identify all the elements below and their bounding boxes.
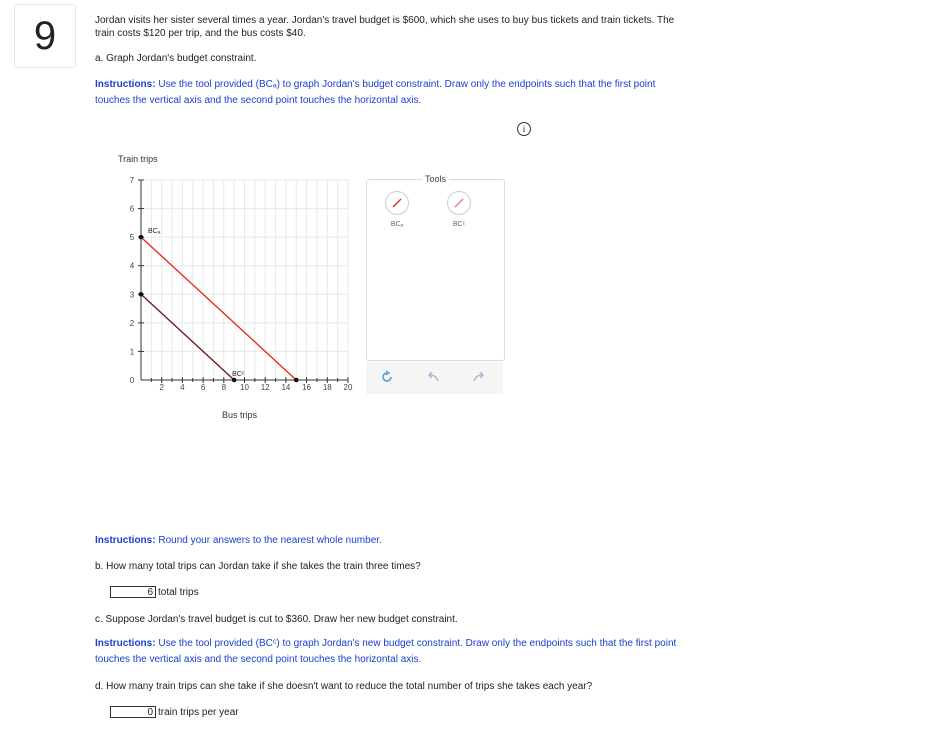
y-tick-label: 1 (129, 347, 135, 357)
graph-toolbar (366, 362, 503, 394)
x-tick-label: 18 (322, 383, 332, 392)
x-tick-label: 20 (343, 383, 353, 392)
y-tick-label: 5 (129, 233, 135, 243)
answer-b-input[interactable]: 6 (110, 586, 156, 598)
part-c-prompt: c. Suppose Jordan's travel budget is cut to $360. Draw her new budget constraint. (95, 614, 458, 625)
y-tick-label: 6 (129, 204, 135, 214)
instructions-c-text: Use the tool provided (BCᶜ) to graph Jordan's new budget constraint. Draw only the endpoints such that the first point (158, 638, 677, 649)
endpoint-1[interactable] (139, 292, 144, 297)
budget-line-1[interactable] (141, 294, 234, 380)
y-axis-label: Train trips (118, 154, 158, 164)
info-icon[interactable]: i (517, 122, 531, 136)
instructions-label: Instructions: (95, 638, 156, 649)
answer-b-unit: total trips (158, 587, 199, 598)
undo-icon[interactable] (426, 370, 440, 387)
x-tick-label: 8 (221, 383, 227, 392)
tool-bca-label: BCₐ (390, 221, 404, 228)
y-tick-label: 3 (129, 290, 135, 300)
instructions-b-text: Round your answers to the nearest whole number. (158, 535, 382, 546)
tool-bcc-label: BCᶜ (452, 221, 466, 228)
answer-d-input[interactable]: 0 (110, 706, 156, 718)
line-tool-icon (448, 192, 470, 214)
endpoint-0[interactable] (139, 235, 144, 240)
tool-bca-button[interactable] (385, 191, 409, 215)
graph-series[interactable] (139, 228, 299, 382)
x-tick-label: 10 (240, 383, 249, 392)
y-tick-label: 2 (129, 318, 135, 328)
endpoint-0[interactable] (294, 378, 299, 383)
tools-panel (366, 174, 505, 361)
redo-icon[interactable] (472, 370, 486, 387)
x-tick-label: 14 (281, 383, 291, 392)
series-label-1: BCᶜ (232, 371, 245, 378)
instructions-c-line1 (95, 637, 676, 650)
x-tick-label: 4 (180, 383, 185, 392)
x-tick-label: 2 (159, 383, 164, 392)
budget-constraint-graph[interactable] (110, 150, 360, 430)
x-tick-label: 6 (200, 383, 206, 392)
instructions-label: Instructions: (95, 79, 156, 90)
instructions-a-text: Use the tool provided (BCₐ) to graph Jordan's budget constraint. Draw only the endpoints such that the first point (158, 79, 656, 90)
part-b-prompt: b. How many total trips can Jordan take if she takes the train three times? (95, 561, 421, 572)
answer-d-unit: train trips per year (158, 707, 239, 718)
tools-title (367, 174, 504, 184)
y-tick-label: 4 (129, 261, 135, 271)
instructions-b (95, 534, 382, 547)
part-a-prompt: a. Graph Jordan's budget constraint. (95, 53, 257, 64)
question-number: 9 (14, 4, 76, 68)
x-tick-label: 16 (302, 383, 312, 392)
part-d-prompt: d. How many train trips can she take if she doesn't want to reduce the total number of trips she takes each year? (95, 681, 593, 692)
instructions-a-line1 (95, 78, 655, 91)
x-tick-label: 12 (260, 383, 270, 392)
series-label-0: BCₐ (148, 228, 161, 236)
budget-line-0[interactable] (141, 237, 296, 380)
problem-text-line1: Jordan visits her sister several times a year. Jordan's travel budget is $600, which she uses to buy bus tickets and train tickets. The (95, 15, 675, 26)
graph-grid (141, 180, 348, 380)
y-tick-label: 0 (129, 376, 135, 385)
x-axis-label: Bus trips (222, 410, 258, 420)
endpoint-1[interactable] (232, 378, 237, 383)
y-tick-label: 7 (129, 176, 135, 185)
instructions-c-line2: touches the vertical axis and the second point touches the horizontal axis. (95, 654, 422, 665)
line-tool-icon (386, 192, 408, 214)
problem-text-line2: train costs $120 per trip, and the bus costs $40. (95, 28, 306, 39)
reset-icon[interactable] (380, 370, 394, 387)
tools-title-text: Tools (422, 174, 449, 184)
instructions-label: Instructions: (95, 535, 156, 546)
tool-bcc-button[interactable] (447, 191, 471, 215)
instructions-a-line2: touches the vertical axis and the second point touches the horizontal axis. (95, 95, 422, 106)
